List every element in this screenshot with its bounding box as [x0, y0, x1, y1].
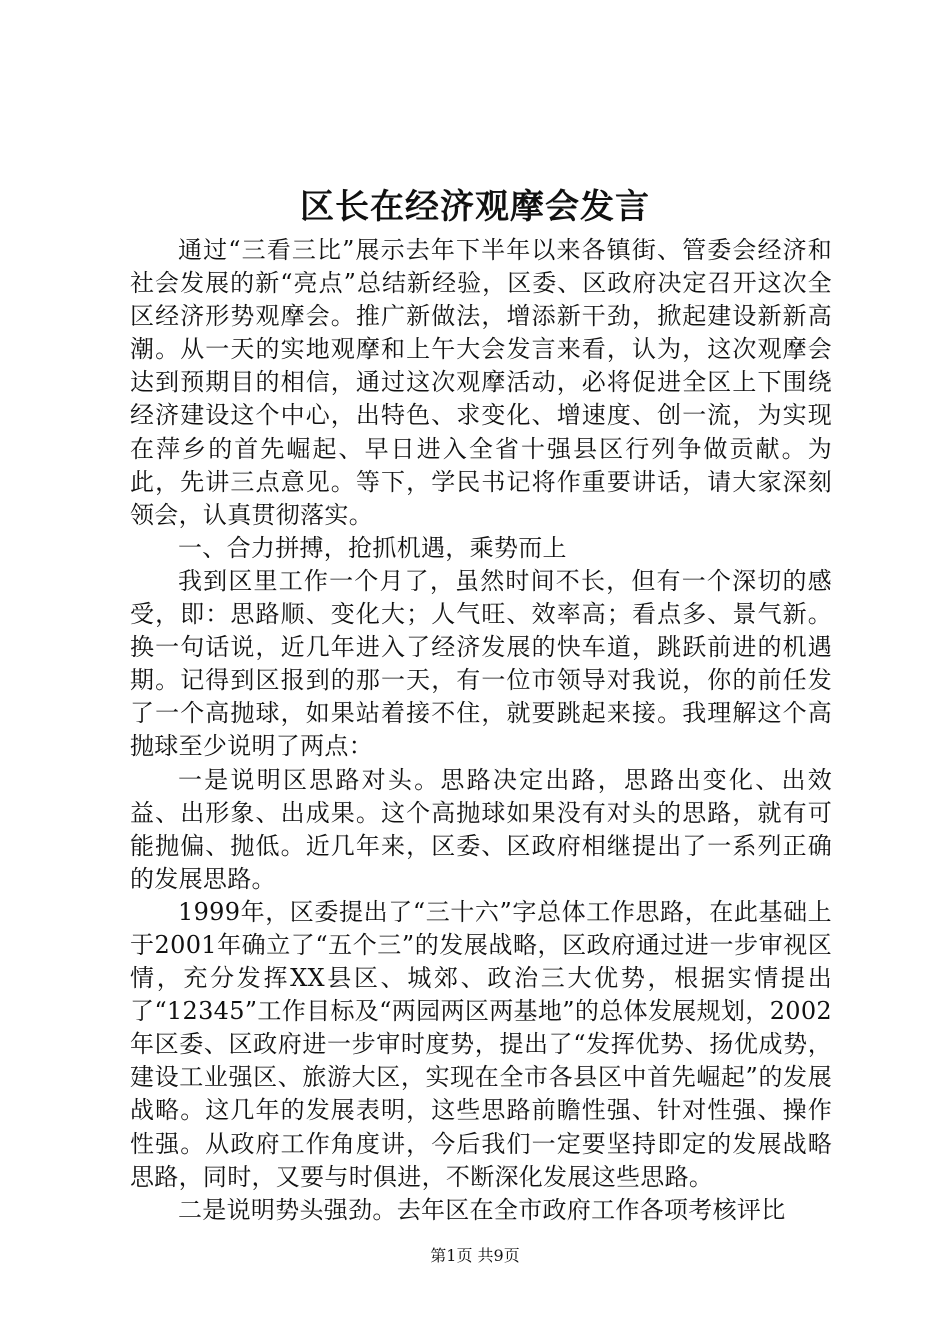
document-body [130, 234, 832, 1227]
paragraph-strategy-history: 1999年，区委提出了“三十六”字总体工作思路，在此基础上于2001年确立了“五个三”的发展战略，区政府通过进一步审视区情，充分发挥XX县区、城郊、政治三大优势，根据实情提出了“12345”工作目标及“两园两区两基地”的总体发展规划，2002年区委、区政府进一步审时度势，提出了“发挥优势、扬优成势，建设工业强区、旅游大区，实现在全市各县区中首先崛起”的发展战略。这几年的发展表明，这些思路前瞻性强、针对性强、操作性强。从政府工作角度讲，今后我们一定要坚持即定的发展战略思路，同时，又要与时俱进，不断深化发展这些思路。 [130, 897, 832, 1191]
section-heading-1: 一、合力拼搏，抢抓机遇，乘势而上 [178, 533, 567, 562]
page-footer: 第1页 共9页 [430, 1246, 520, 1265]
paragraph-point-two: 二是说明势头强劲。去年区在全市政府工作各项考核评比 [178, 1195, 786, 1224]
paragraph-intro: 通过“三看三比”展示去年下半年以来各镇街、管委会经济和社会发展的新“亮点”总结新经验，区委、区政府决定召开这次全区经济形势观摩会。推广新做法，增添新干劲，掀起建设新新高潮。从一天的实地观摩和上午大会发言来看，认为，这次观摩会达到预期目的相信，通过这次观摩活动，必将促进全区上下围绕经济建设这个中心，出特色、求变化、增速度、创一流，为实现在萍乡的首先崛起、早日进入全省十强县区行列争做贡献。为此，先讲三点意见。等下，学民书记将作重要讲话，请大家深刻领会，认真贯彻落实。 [130, 236, 832, 529]
paragraph-point-one: 一是说明区思路对头。思路决定出路，思路出变化、出效益、出形象、出成果。这个高抛球如果没有对头的思路，就有可能抛偏、抛低。近几年来，区委、区政府相继提出了一系列正确的发展思路。 [130, 765, 832, 893]
document-title: 区长在经济观摩会发言 [300, 187, 650, 227]
paragraph-feeling: 我到区里工作一个月了，虽然时间不长，但有一个深切的感受，即：思路顺、变化大；人气旺、效率高；看点多、景气新。换一句话说，近几年进入了经济发展的快车道，跳跃前进的机遇期。记得到区报到的那一天，有一位市领导对我说，你的前任发了一个高抛球，如果站着接不住，就要跳起来接。我理解这个高抛球至少说明了两点： [130, 566, 832, 761]
